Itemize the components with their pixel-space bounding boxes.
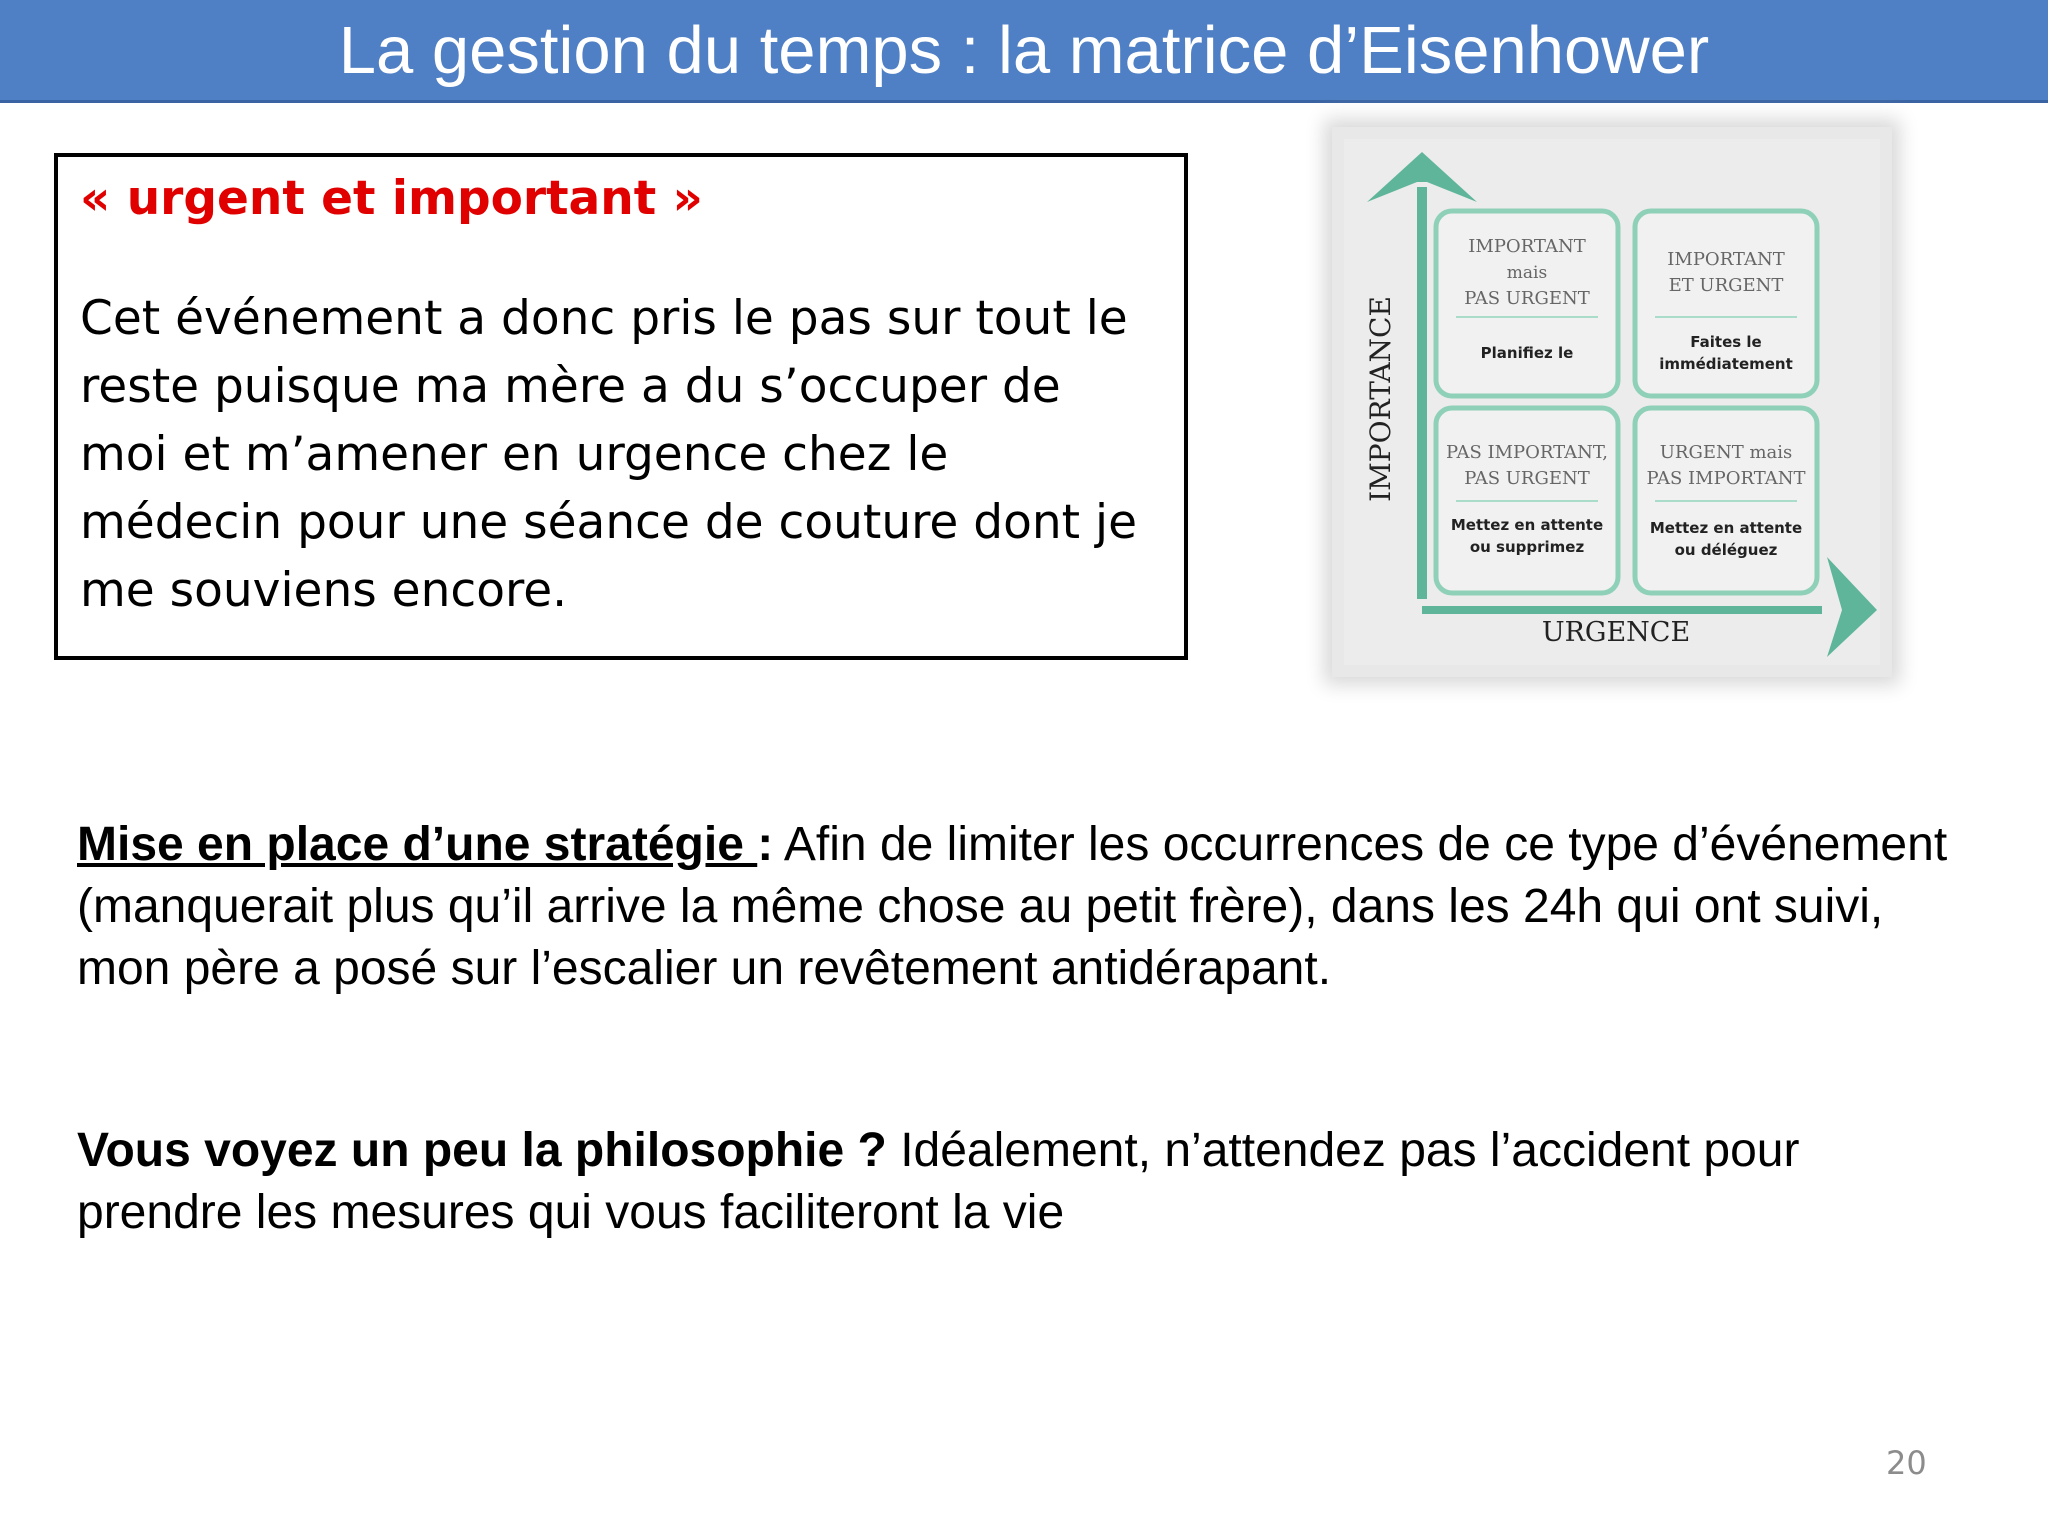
page-number: 20 <box>1886 1444 1927 1482</box>
quadrant-action-line: Faites le <box>1690 333 1762 351</box>
quote-box <box>54 153 1188 660</box>
quadrant-heading-line: IMPORTANT <box>1468 236 1586 257</box>
quadrant-heading-line: PAS URGENT <box>1464 288 1590 309</box>
urgence-axis-label: URGENCE <box>1541 617 1691 648</box>
quadrant-important-not-urgent <box>1436 211 1618 396</box>
slide-title: La gestion du temps : la matrice d’Eisenhower <box>338 12 1710 88</box>
quadrant-heading-line: PAS IMPORTANT <box>1646 468 1806 489</box>
philosophy-question: Vous voyez un peu la philosophie ? <box>77 1124 887 1177</box>
quadrant-heading-line: mais <box>1506 263 1548 283</box>
eisenhower-matrix-diagram <box>1332 127 1892 677</box>
quadrant-heading-line: IMPORTANT <box>1667 249 1785 270</box>
quadrant-urgent-not-important <box>1635 408 1817 593</box>
strategy-colon: : <box>757 818 774 871</box>
eisenhower-matrix-image <box>1332 127 1892 677</box>
importance-axis-label: IMPORTANCE <box>1364 296 1397 502</box>
quadrant-action-line: ou déléguez <box>1674 541 1778 559</box>
strategy-heading: Mise en place d’une stratégie <box>77 818 758 871</box>
philosophy-paragraph <box>77 1120 1957 1244</box>
quadrant-important-and-urgent <box>1635 211 1817 396</box>
quadrant-action-line: immédiatement <box>1659 355 1793 373</box>
importance-axis-line <box>1417 187 1427 599</box>
quadrant-heading-line: URGENT mais <box>1659 442 1793 463</box>
quadrant-heading-line: PAS URGENT <box>1464 468 1590 489</box>
quadrant-heading-line: ET URGENT <box>1668 275 1784 296</box>
title-bar <box>0 0 2048 103</box>
quote-body: Cet événement a donc pris le pas sur tout le reste puisque ma mère a du s’occuper de moi et m’amener en urgence chez le médecin pour une séance de couture dont je me souviens encore. <box>80 291 1137 619</box>
urgence-axis-line <box>1422 606 1822 614</box>
quadrant-not-important-not-urgent <box>1436 408 1618 593</box>
philosophy-text: Idéalement, n’attendez pas l’accident pour prendre les mesures qui vous faciliteront la vie <box>77 1124 1800 1239</box>
quadrant-action-line: Planifiez le <box>1480 344 1574 362</box>
quadrant-action-line: Mettez en attente <box>1450 516 1604 534</box>
quadrant-action-line: ou supprimez <box>1469 538 1585 556</box>
strategy-paragraph <box>77 814 1957 1000</box>
quote-title: « urgent et important » <box>80 171 703 226</box>
quadrant-action-line: Mettez en attente <box>1649 519 1803 537</box>
quadrant-heading-line: PAS IMPORTANT, <box>1445 442 1609 463</box>
strategy-text: Afin de limiter les occurrences de ce type d’événement (manquerait plus qu’il arrive la même chose au petit frère), dans les 24h qui ont suivi, mon père a posé sur l’escalier un revêtement antidérapant. <box>77 818 1948 995</box>
